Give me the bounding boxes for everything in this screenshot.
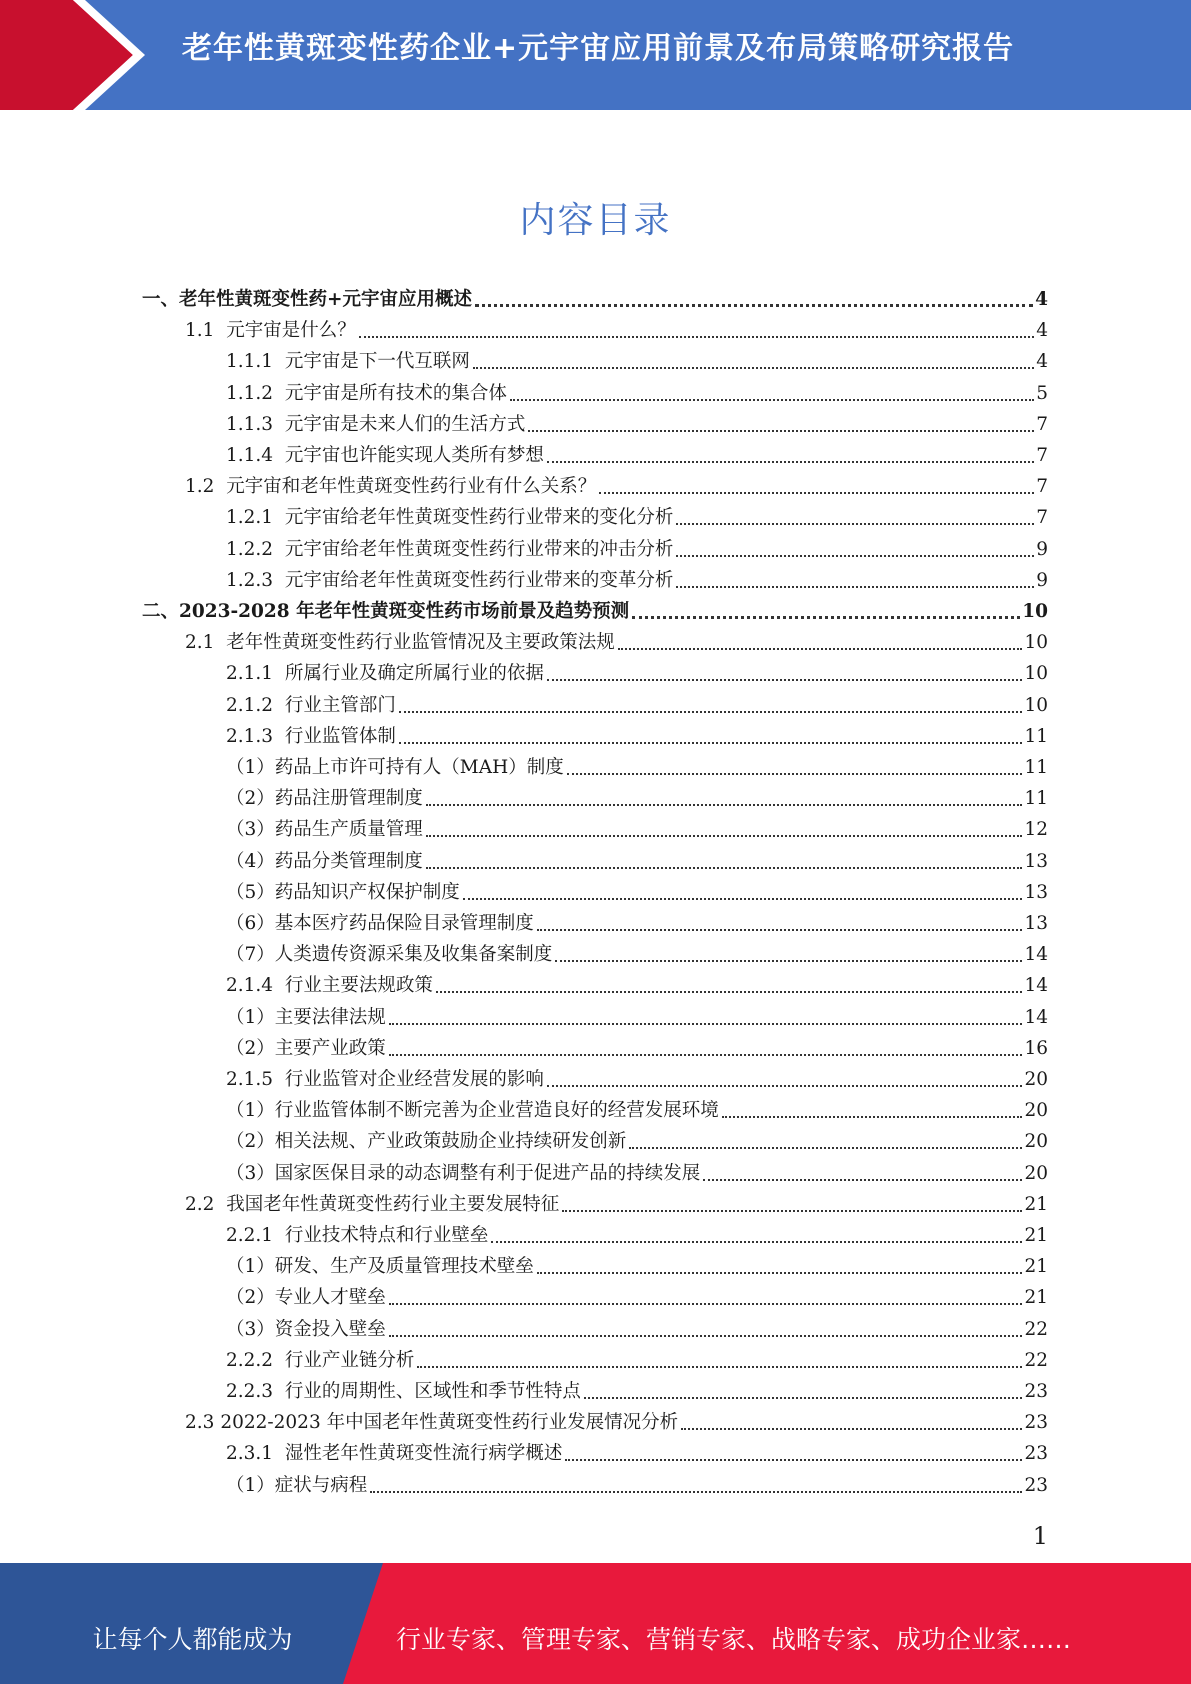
toc-entry-number: 2.1.4 [226,975,285,997]
report-title: 老年性黄斑变性药企业+元宇宙应用前景及布局策略研究报告 [182,31,1015,66]
toc-dot-leader [389,1054,1023,1056]
toc-entry-page: 7 [1036,413,1048,435]
page-number: 1 [1032,1522,1048,1550]
toc-entry-label: （3）国家医保目录的动态调整有利于促进产品的持续发展 [226,1162,701,1184]
toc-entry-label: （2）药品注册管理制度 [226,788,423,810]
toc-entry[interactable] [226,409,1048,440]
toc-entry[interactable] [226,721,1048,752]
toc-entry-number: 2.1.1 [226,663,285,685]
toc-entry-page: 14 [1024,975,1048,997]
toc-entry-page: 23 [1024,1443,1048,1465]
toc-entry-label: 老年性黄斑变性药+元宇宙应用概述 [179,289,473,310]
toc-entry-page: 22 [1024,1318,1048,1340]
toc-entry[interactable] [226,378,1048,409]
toc-entry-number: 二、 [142,601,180,622]
toc-entry-number: 2.1 [185,632,227,654]
toc-dot-leader [389,1335,1023,1337]
toc-entry-label: 2022-2023 年中国老年性黄斑变性药行业发展情况分析 [220,1412,679,1434]
toc-entry-label: 湿性老年性黄斑变性流行病学概述 [284,1443,563,1465]
toc-entry[interactable] [226,346,1048,377]
toc-entry[interactable] [226,1376,1048,1407]
toc-entry[interactable] [185,471,1048,502]
toc-entry-label: （7）人类遗传资源采集及收集备案制度 [226,944,553,966]
toc-entry[interactable] [226,690,1048,721]
toc-entry[interactable] [226,1314,1048,1345]
toc-dot-leader [599,492,1034,494]
toc-entry-page: 20 [1024,1100,1048,1122]
toc-entry-number: 1.1.4 [226,445,285,466]
toc-entry-number: 2.2 [185,1193,227,1215]
toc-entry-label: （2）专业人才壁垒 [226,1287,386,1309]
toc-entry-page: 14 [1024,944,1048,966]
toc-entry-number: 2.2.3 [226,1381,285,1402]
toc-dot-leader [399,711,1023,713]
toc-entry[interactable] [142,596,1048,627]
toc-entry-page: 13 [1024,913,1048,934]
toc-entry-page: 7 [1036,445,1048,466]
toc-entry[interactable] [226,814,1048,845]
toc-entry-label: 元宇宙是下一代互联网 [284,351,470,373]
toc-dot-leader [722,1116,1023,1118]
toc-entry-number: 1.2.3 [226,569,285,591]
toc-entry-page: 23 [1024,1412,1048,1434]
toc-entry-page: 11 [1024,725,1048,747]
toc-entry-number: 2.1.3 [226,725,285,747]
toc-entry-page: 7 [1036,476,1048,498]
toc-entry[interactable] [226,939,1048,970]
toc-entry-page: 12 [1024,819,1048,841]
toc-dot-leader [584,1397,1023,1399]
toc-dot-leader [426,867,1023,869]
toc-dot-leader [547,679,1023,681]
toc-entry[interactable] [226,1251,1048,1282]
toc-dot-leader [426,804,1023,806]
toc-entry[interactable] [226,1345,1048,1376]
toc-entry[interactable] [226,846,1048,877]
toc-entry-page: 11 [1024,757,1048,778]
toc-entry[interactable] [226,1158,1048,1189]
toc-entry-label: （3）药品生产质量管理 [226,819,423,841]
toc-entry-page: 5 [1036,382,1048,404]
toc-entry-label: 行业技术特点和行业壁垒 [284,1225,489,1246]
toc-entry-label: （1）行业监管体制不断完善为企业营造良好的经营发展环境 [226,1100,719,1122]
toc-entry-number: 2.2.2 [226,1349,285,1371]
toc-entry-label: （1）症状与病程 [226,1474,368,1496]
toc-entry[interactable] [226,877,1048,908]
toc-entry-label: 元宇宙是未来人们的生活方式 [284,413,526,435]
toc-entry[interactable] [226,502,1048,533]
toc-entry-page: 23 [1024,1381,1048,1402]
toc-entry-label: 2023-2028 年老年性黄斑变性药市场前景及趋势预测 [179,601,630,622]
toc-entry-label: 元宇宙是所有技术的集合体 [284,382,507,404]
toc-entry-label: 行业主要法规政策 [284,975,433,997]
toc-entry-number: 2.1.5 [226,1069,285,1090]
toc-dot-leader [567,773,1023,775]
toc-entry-page: 10 [1024,632,1048,654]
toc-dot-leader [370,1491,1022,1493]
toc-entry-label: （2）主要产业政策 [226,1037,386,1059]
toc-entry-page: 20 [1024,1069,1048,1090]
toc-entry[interactable] [226,970,1048,1001]
toc-entry-label: （1）研发、生产及质量管理技术壁垒 [226,1256,534,1278]
toc-dot-leader [676,555,1034,557]
toc-dot-leader [703,1179,1022,1181]
toc-entry-number: 1.1.3 [226,413,285,435]
toc-entry-page: 4 [1036,320,1048,342]
toc-entry[interactable] [226,534,1048,565]
toc-entry-page: 10 [1022,601,1048,622]
toc-dot-leader [547,461,1034,463]
toc-entry-label: 行业产业链分析 [284,1349,415,1371]
toc-entry-label: （3）资金投入壁垒 [226,1318,386,1340]
toc-entry-label: （2）相关法规、产业政策鼓励企业持续研发创新 [226,1131,627,1153]
toc-entry-page: 4 [1036,351,1048,373]
toc-dot-leader [510,399,1034,401]
toc-entry[interactable] [226,1470,1048,1501]
toc-entry-page: 23 [1024,1474,1048,1496]
toc-dot-leader [681,1428,1022,1430]
toc-entry-page: 9 [1036,569,1048,591]
toc-entry-label: 元宇宙是什么？ [226,320,356,342]
toc-entry-page: 21 [1024,1225,1048,1246]
toc-entry[interactable] [226,1095,1048,1126]
toc-entry[interactable] [226,1002,1048,1033]
toc-entry[interactable] [226,1033,1048,1064]
toc-dot-leader [676,586,1034,588]
toc-entry-label: 行业监管对企业经营发展的影响 [284,1069,544,1090]
toc-entry[interactable] [226,1064,1048,1095]
toc-dot-leader [436,991,1023,993]
toc-entry-number: 1.2.1 [226,507,285,529]
toc-entry-page: 10 [1024,694,1048,716]
toc-entry-number: 1.1 [185,320,227,342]
toc-dot-leader [417,1366,1022,1368]
toc-entry-label: 元宇宙给老年性黄斑变性药行业带来的冲击分析 [284,538,674,560]
toc-entry[interactable] [226,658,1048,689]
toc-dot-leader [426,835,1023,837]
toc-dot-leader [537,1272,1023,1274]
toc-entry-page: 16 [1024,1037,1048,1059]
toc-entry[interactable] [185,627,1048,658]
toc-dot-leader [565,1459,1022,1461]
toc-entry-label: 老年性黄斑变性药行业监管情况及主要政策法规 [226,632,615,654]
toc-dot-leader [562,1210,1022,1212]
toc-entry[interactable] [226,1126,1048,1157]
toc-entry-label: 行业的周期性、区域性和季节性特点 [284,1381,581,1402]
toc-entry[interactable] [185,1189,1048,1220]
toc-dot-leader [676,523,1034,525]
toc-entry[interactable] [142,284,1048,315]
toc-entry-number: 2.3 [185,1412,221,1434]
toc-entry[interactable] [226,1220,1048,1251]
toc-entry-page: 21 [1024,1256,1048,1278]
toc-entry-number: 1.1.1 [226,351,285,373]
toc-dot-leader [389,1303,1023,1305]
toc-entry-page: 21 [1024,1193,1048,1215]
toc-dot-leader [475,304,1033,307]
toc-entry[interactable] [185,315,1048,346]
toc-entry-label: （1）主要法律法规 [226,1006,386,1028]
toc-dot-leader [528,430,1034,432]
toc-dot-leader [399,742,1023,744]
toc-heading: 内容目录 [519,200,672,241]
toc-entry-label: （1）药品上市许可持有人（MAH）制度 [226,757,564,778]
toc-entry-label: 元宇宙给老年性黄斑变性药行业带来的变化分析 [284,507,674,529]
toc-entry-page: 4 [1035,289,1048,310]
toc-entry-page: 14 [1024,1006,1048,1028]
toc-entry-label: 我国老年性黄斑变性药行业主要发展特征 [226,1193,560,1215]
footer-slogan-right: 行业专家、管理专家、营销专家、战略专家、成功企业家…… [396,1625,1072,1654]
toc-entry-number: 2.1.2 [226,694,285,716]
toc-entry-page: 22 [1024,1349,1048,1371]
toc-entry-label: 行业主管部门 [284,694,396,716]
header-chevron-decoration [0,0,150,110]
toc-entry-page: 10 [1024,663,1048,685]
toc-entry-number: 1.2 [185,476,227,498]
toc-entry[interactable] [226,752,1048,783]
toc-entry-number: 2.2.1 [226,1225,285,1246]
toc-entry-label: 元宇宙也许能实现人类所有梦想 [284,445,544,466]
toc-entry[interactable] [226,565,1048,596]
toc-entry-label: 元宇宙和老年性黄斑变性药行业有什么关系？ [226,476,597,498]
toc-entry[interactable] [226,440,1048,471]
toc-entry-label: （6）基本医疗药品保险目录管理制度 [226,913,534,934]
toc-dot-leader [389,1023,1023,1025]
toc-entry-label: （5）药品知识产权保护制度 [226,881,460,903]
toc-dot-leader [359,336,1035,338]
toc-entry-page: 7 [1036,507,1048,529]
toc-dot-leader [463,898,1023,900]
toc-dot-leader [629,1147,1022,1149]
toc-entry-page: 9 [1036,538,1048,560]
toc-entry-page: 13 [1024,881,1048,903]
toc-entry-number: 2.3.1 [226,1443,285,1465]
toc-entry-page: 20 [1024,1162,1048,1184]
toc-dot-leader [537,929,1023,931]
toc-entry[interactable] [226,908,1048,939]
toc-dot-leader [491,1241,1022,1243]
toc-entry-label: 元宇宙给老年性黄斑变性药行业带来的变革分析 [284,569,674,591]
toc-entry-label: 所属行业及确定所属行业的依据 [284,663,544,685]
toc-entry-page: 11 [1024,788,1048,810]
toc-entry-number: 1.2.2 [226,538,285,560]
toc-dot-leader [473,367,1034,369]
toc-entry-page: 13 [1024,850,1048,872]
toc-dot-leader [555,960,1022,962]
toc-entry-number: 1.1.2 [226,382,285,404]
toc-dot-leader [632,616,1020,619]
toc-entry-number: 一、 [142,289,180,310]
toc-entry[interactable] [226,1282,1048,1313]
toc-entry[interactable] [185,1407,1048,1438]
toc-dot-leader [547,1085,1023,1087]
toc-entry[interactable] [226,783,1048,814]
toc-entry-page: 21 [1024,1287,1048,1309]
toc-entry[interactable] [226,1438,1048,1469]
toc-entry-label: 行业监管体制 [284,725,396,747]
toc-dot-leader [618,648,1023,650]
toc-entry-label: （4）药品分类管理制度 [226,850,423,872]
toc-entry-page: 20 [1024,1131,1048,1153]
footer-slogan-left: 让每个人都能成为 [92,1625,293,1654]
